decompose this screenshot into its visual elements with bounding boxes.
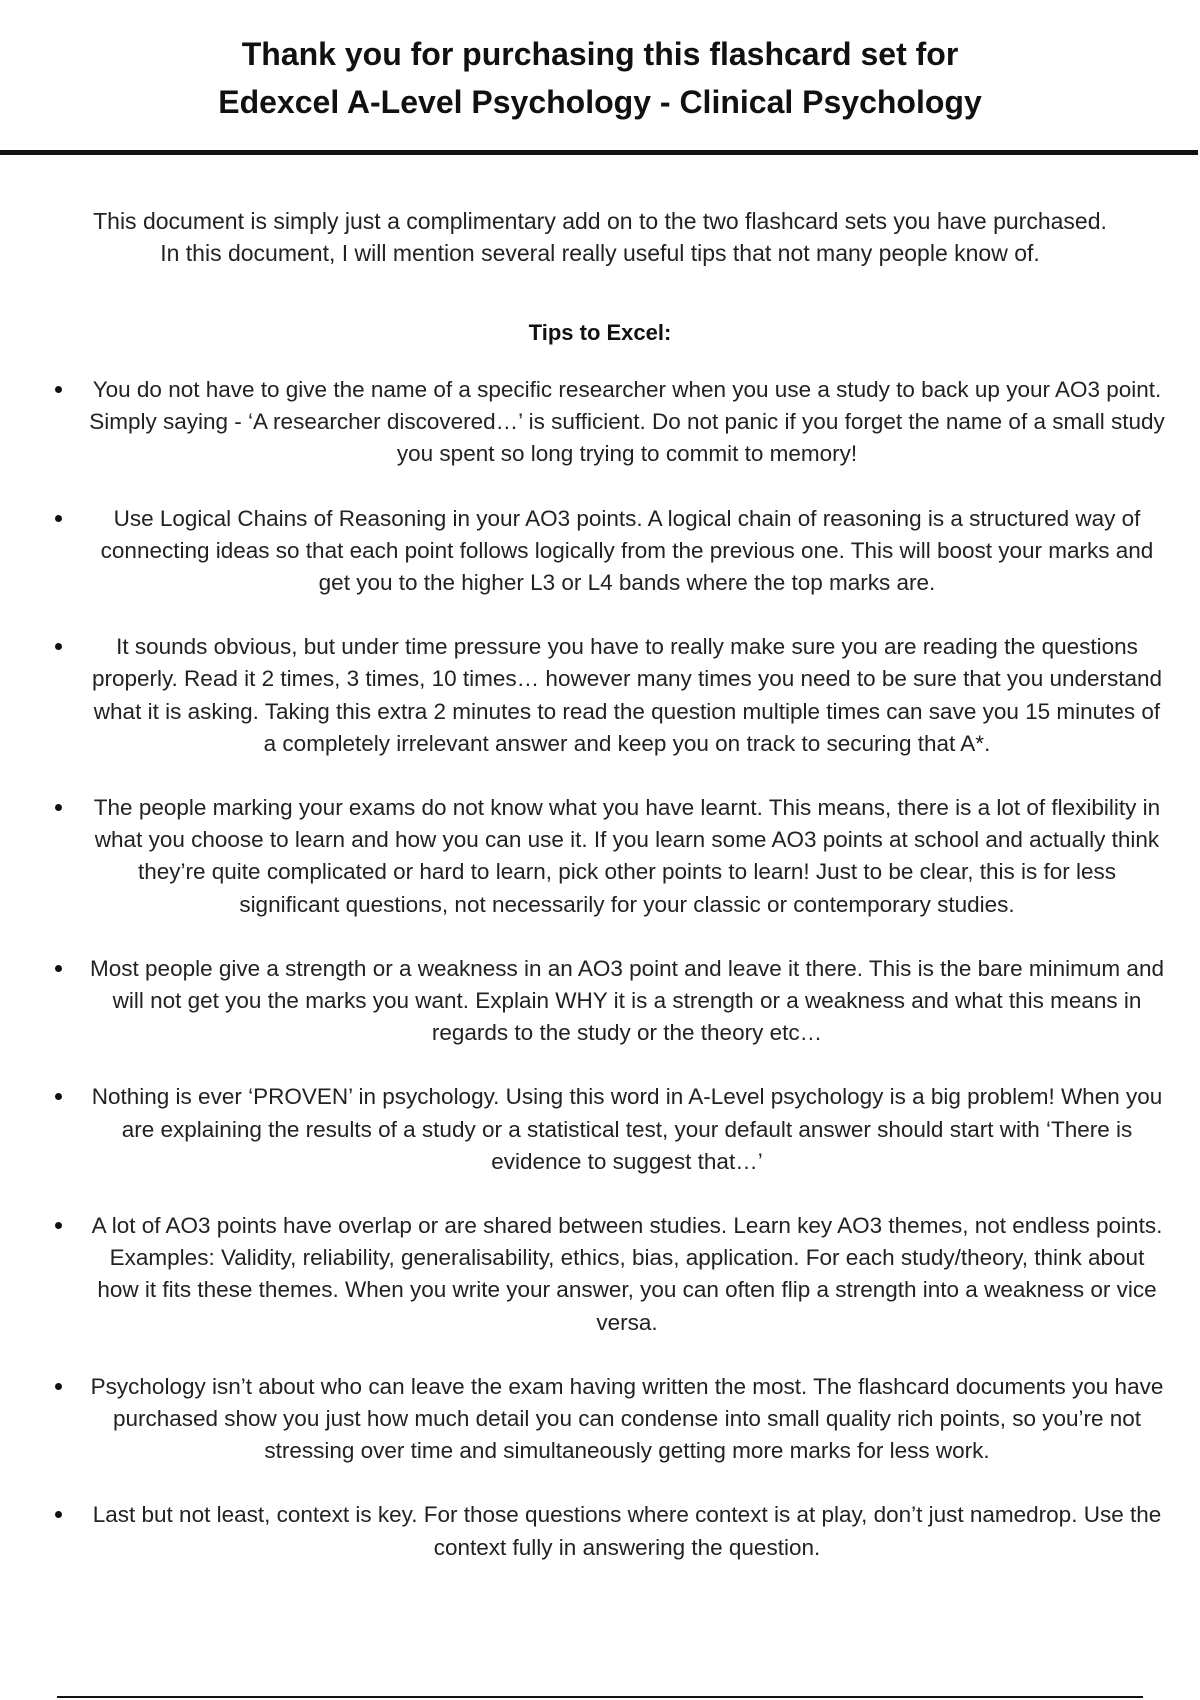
intro-line-1: This document is simply just a complimentary add on to the two flashcard sets you have purchased. xyxy=(93,208,1107,234)
bullet-icon xyxy=(55,1093,62,1100)
tip-item xyxy=(55,1371,1165,1468)
tip-item xyxy=(55,1081,1165,1178)
intro-paragraph xyxy=(0,205,1200,269)
bullet-icon xyxy=(55,515,62,522)
tip-text: You do not have to give the name of a specific researcher when you use a study to back up your AO3 point. Simply saying - ‘A researcher discovered…’ is sufficient. Do not panic if you forget the name of a small study you spent so long trying to commit to memory! xyxy=(89,377,1165,467)
bullet-icon xyxy=(55,804,62,811)
title-line-2: Edexcel A-Level Psychology - Clinical Psychology xyxy=(218,84,982,120)
tip-item xyxy=(55,1499,1165,1563)
tip-text: A lot of AO3 points have overlap or are shared between studies. Learn key AO3 themes, not endless points. Examples: Validity, reliability, generalisability, ethics, bias, application. For each study/theory, think about how it fits these themes. When you write your answer, you can often flip a strength into a weakness or vice versa. xyxy=(91,1213,1163,1335)
bullet-icon xyxy=(55,386,62,393)
tip-text: Psychology isn’t about who can leave the exam having written the most. The flashcard documents you have purchased show you just how much detail you can condense into small quality rich points, so you’re not stressing over time and simultaneously getting more marks for less work. xyxy=(90,1373,1164,1464)
bullet-icon xyxy=(55,1383,62,1390)
tips-heading: Tips to Excel: xyxy=(528,320,672,345)
footer-divider xyxy=(57,1696,1143,1698)
bullet-icon xyxy=(55,643,62,650)
tip-item xyxy=(55,631,1165,760)
bullet-icon xyxy=(55,1511,62,1518)
header-divider xyxy=(0,150,1198,155)
tip-item xyxy=(55,953,1165,1050)
page-title xyxy=(0,30,1200,126)
tip-item xyxy=(55,1210,1165,1339)
bullet-icon xyxy=(55,1222,62,1229)
tip-text: Most people give a strength or a weakness in an AO3 point and leave it there. This is the bare minimum and will not get you the marks you want. Explain WHY it is a strength or a weakness and what this means in regards to the study or the theory etc… xyxy=(90,955,1164,1046)
tip-text: Last but not least, context is key. For those questions where context is at play, don’t just namedrop. Use the context fully in answering the question. xyxy=(92,1502,1162,1560)
tip-item xyxy=(55,792,1165,921)
tip-text: Use Logical Chains of Reasoning in your AO3 points. A logical chain of reasoning is a structured way of connecting ideas so that each point follows logically from the previous one. This will boost your marks and get you to the higher L3 or L4 bands where the top marks are. xyxy=(100,505,1154,596)
tip-item xyxy=(55,503,1165,600)
tips-list xyxy=(55,374,1165,1596)
tip-text: It sounds obvious, but under time pressure you have to really make sure you are reading the questions properly. Read it 2 times, 3 times, 10 times… however many times you need to be sure that you understand what it is asking. Taking this extra 2 minutes to read the question multiple times can save you 15 minutes of a completely irrelevant answer and keep you on track to securing that A*. xyxy=(91,634,1163,756)
tip-text: The people marking your exams do not know what you have learnt. This means, there is a lot of flexibility in what you choose to learn and how you can use it. If you learn some AO3 points at school and actually think they’re quite complicated or hard to learn, pick other points to learn! Just to be clear, this is for less significant questions, not necessarily for your classic or contemporary studies. xyxy=(93,795,1161,917)
tip-text: Nothing is ever ‘PROVEN’ in psychology. Using this word in A-Level psychology is a big problem! When you are explaining the results of a study or a statistical test, your default answer should start with ‘There is evidence to suggest that…’ xyxy=(91,1084,1163,1174)
intro-line-2: In this document, I will mention several really useful tips that not many people know of. xyxy=(160,240,1040,266)
bullet-icon xyxy=(55,965,62,972)
tip-item xyxy=(55,374,1165,471)
title-line-1: Thank you for purchasing this flashcard set for xyxy=(241,36,959,72)
